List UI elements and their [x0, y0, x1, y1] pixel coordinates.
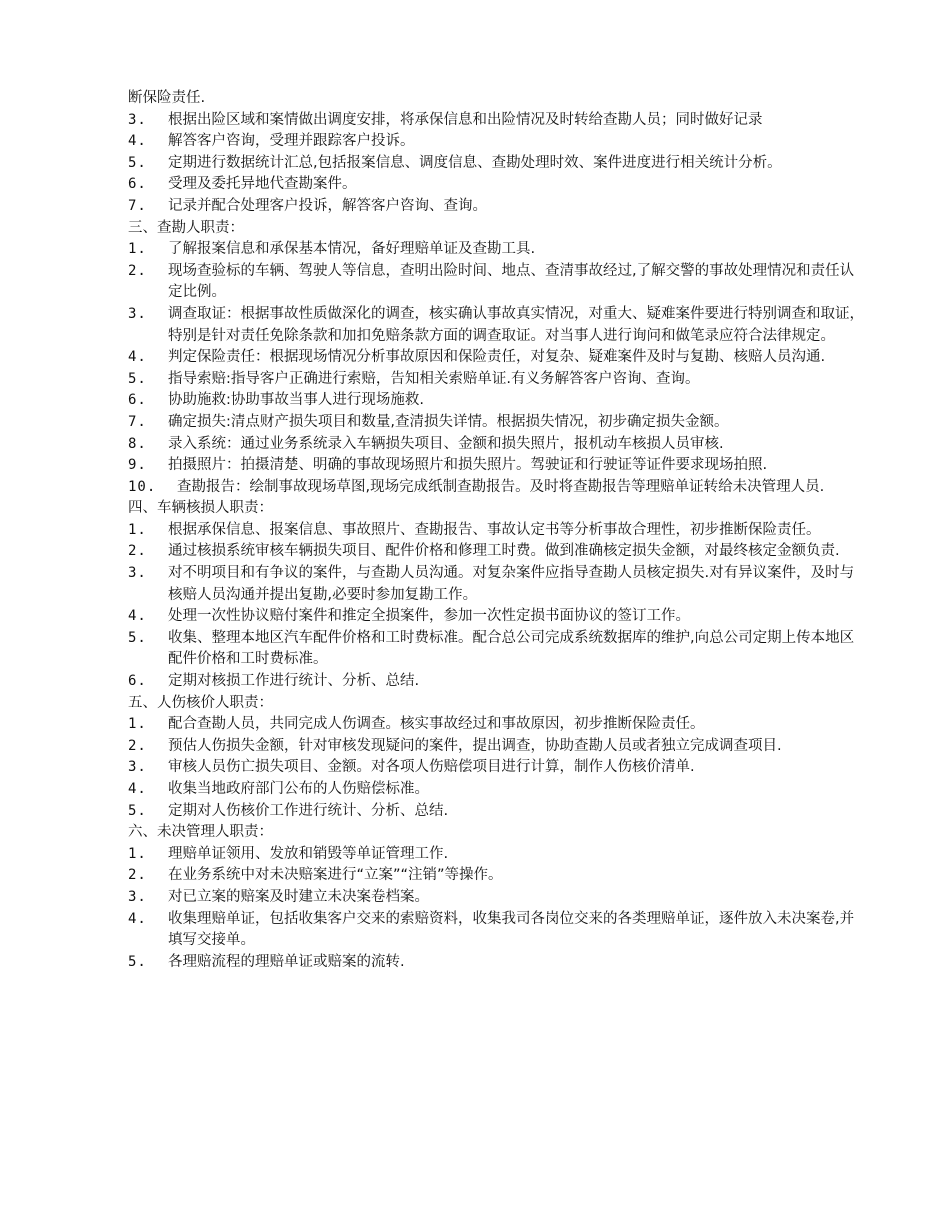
list-item-number: 3. — [128, 305, 147, 322]
list-item-number: 4. — [128, 608, 147, 625]
list-item-number: 3. — [128, 888, 147, 905]
list-item — [128, 844, 868, 866]
list-item-text: 处理一次性协议赔付案件和推定全损案件，参加一次性定损书面协议的签订工作。 — [168, 608, 690, 625]
list-item-text: 对不明项目和有争议的案件，与查勘人员沟通。对复杂案件应指导查勘人员核定损失.对有异议案件，及时与核赔人员沟通并提出复勘,必要时参加复勘工作。 — [168, 565, 855, 603]
list-item-number: 5. — [128, 370, 147, 387]
list-item — [128, 434, 868, 456]
list-item-text: 拍摄照片：拍摄清楚、明确的事故现场照片和损失照片。驾驶证和行驶证等证件要求现场拍照. — [168, 457, 768, 474]
list-item — [128, 347, 868, 369]
list-item-text: 在业务系统中对未决赔案进行“立案”“注销”等操作。 — [168, 867, 503, 884]
list-item-text: 配合查勘人员，共同完成人伤调查。核实事故经过和事故原因，初步推断保险责任。 — [168, 716, 705, 733]
list-item-number: 2. — [128, 737, 147, 754]
list-item-number: 4. — [128, 781, 147, 797]
list-item-text: 查勘报告：绘制事故现场草图,现场完成纸制查勘报告。及时将查勘报告等理赔单证转给未决管理人员. — [177, 478, 825, 495]
list-item-number: 3. — [128, 565, 147, 582]
document-body — [128, 88, 868, 973]
list-item-text: 对已立案的赔案及时建立未决案卷档案。 — [168, 888, 429, 905]
list-item-text: 收集当地政府部门公布的人伤赔偿标准。 — [168, 781, 429, 797]
list-item — [128, 304, 868, 347]
list-item-number: 2. — [128, 543, 147, 560]
list-item-text: 理赔单证领用、发放和销毁等单证管理工作. — [168, 845, 449, 862]
list-item — [128, 801, 868, 823]
list-item-number: 1. — [128, 241, 147, 258]
list-item — [128, 865, 868, 887]
list-item-text: 录入系统：通过业务系统录入车辆损失项目、金额和损失照片，报机动车核损人员审核. — [168, 435, 724, 452]
list-item — [128, 174, 868, 196]
list-item-number: 2. — [128, 867, 147, 884]
list-item-text: 通过核损系统审核车辆损失项目、配件价格和修理工时费。做到准确核定损失金额，对最终核定金额负责. — [168, 543, 840, 560]
list-item-number: 6. — [128, 176, 147, 193]
list-item-text: 受理及委托异地代查勘案件。 — [168, 176, 357, 193]
list-item — [128, 153, 868, 175]
list-item — [128, 390, 868, 412]
list-item — [128, 477, 868, 499]
paragraph-text: 断保险责任. — [128, 90, 206, 106]
list-item — [128, 714, 868, 736]
list-item-text: 定期进行数据统计汇总,包括报案信息、调度信息、查勘处理时效、案件进度进行相关统计分析。 — [168, 154, 782, 171]
list-item-text: 协助施救:协助事故当事人进行现场施救. — [168, 392, 424, 409]
list-item — [128, 628, 868, 671]
list-item-text: 现场查验标的车辆、驾驶人等信息，查明出险时间、地点、查清事故经过,了解交警的事故处理情况和责任认定比例。 — [168, 262, 855, 301]
list-item-number: 7. — [128, 197, 147, 214]
list-item-text: 了解报案信息和承保基本情况，备好理赔单证及查勘工具. — [168, 241, 536, 258]
list-item-number: 8. — [128, 435, 147, 452]
list-item-number: 4. — [128, 910, 147, 927]
list-item-text: 指导索赔:指导客户正确进行索赔，告知相关索赔单证.有义务解答客户咨询、查询。 — [168, 370, 700, 387]
list-item — [128, 736, 868, 758]
list-item — [128, 239, 868, 261]
list-item-text: 根据出险区域和案情做出调度安排，将承保信息和出险情况及时转给查勘人员；同时做好记录 — [168, 111, 763, 128]
list-item — [128, 110, 868, 132]
list-item-text: 定期对人伤核价工作进行统计、分析、总结. — [168, 802, 449, 819]
list-item-text: 各理赔流程的理赔单证或赔案的流转. — [168, 953, 405, 970]
list-item-number: 5. — [128, 953, 147, 970]
list-item — [128, 412, 868, 434]
list-item-text: 审核人员伤亡损失项目、金额。对各项人伤赔偿项目进行计算，制作人伤核价清单. — [168, 759, 695, 776]
list-item-number: 5. — [128, 802, 147, 819]
list-item-text: 收集、整理本地区汽车配件价格和工时费标准。配合总公司完成系统数据库的维护,向总公司定期上传本地区配件价格和工时费标准。 — [168, 629, 855, 668]
list-item — [128, 757, 868, 779]
list-item-number: 1. — [128, 716, 147, 733]
section-heading: 四、车辆核损人职责： — [128, 500, 273, 517]
list-item — [128, 261, 868, 304]
list-item-text: 记录并配合处理客户投诉，解答客户咨询、查询。 — [168, 197, 487, 214]
list-item-number: 3. — [128, 759, 147, 776]
list-item-number: 1. — [128, 845, 147, 862]
list-item-text: 定期对核损工作进行统计、分析、总结. — [168, 673, 420, 690]
section-heading: 六、未决管理人职责： — [128, 824, 273, 841]
list-item — [128, 671, 868, 693]
list-item-number: 4. — [128, 349, 147, 366]
list-item-number: 2. — [128, 262, 147, 279]
list-item — [128, 563, 868, 606]
list-item-number: 5. — [128, 629, 147, 646]
list-item-text: 根据承保信息、报案信息、事故照片、查勘报告、事故认定书等分析事故合理性，初步推断保险责任。 — [168, 521, 821, 538]
list-item — [128, 369, 868, 391]
list-item — [128, 952, 868, 974]
list-item — [128, 455, 868, 477]
list-item-text: 收集理赔单证，包括收集客户交来的索赔资料，收集我司各岗位交来的各类理赔单证，逐件放入未决案卷,并填写交接单。 — [168, 910, 855, 949]
list-item-text: 预估人伤损失金额，针对审核发现疑问的案件，提出调查，协助查勘人员或者独立完成调查项目. — [168, 737, 782, 754]
list-item-number: 9. — [128, 457, 147, 474]
list-item-number: 4. — [128, 133, 147, 150]
list-item-number: 3. — [128, 111, 147, 128]
list-item-text: 确定损失:清点财产损失项目和数量,查清损失详情。根据损失情况，初步确定损失金额。 — [168, 413, 729, 430]
list-item-number: 6. — [128, 673, 147, 690]
list-item-text: 调查取证：根据事故性质做深化的调查，核实确认事故真实情况，对重大、疑难案件要进行特别调查和取证，特别是针对责任免除条款和加扣免赔条款方面的调查取证。对当事人进行询问和做笔录应符合法律规定。 — [168, 305, 864, 344]
list-item — [128, 131, 868, 153]
list-item — [128, 541, 868, 563]
list-item-number: 1. — [128, 521, 147, 538]
list-item-number: 6. — [128, 392, 147, 409]
section-heading: 五、人伤核价人职责： — [128, 694, 273, 711]
list-item — [128, 779, 868, 801]
list-item — [128, 909, 868, 952]
list-item — [128, 196, 868, 218]
list-item — [128, 520, 868, 542]
list-item-text: 判定保险责任：根据现场情况分析事故原因和保险责任，对复杂、疑难案件及时与复勘、核赔人员沟通. — [168, 349, 826, 366]
list-item — [128, 887, 868, 909]
section-heading: 三、查勘人职责： — [128, 219, 244, 236]
list-item-number: 7. — [128, 413, 147, 430]
list-item-text: 解答客户咨询，受理并跟踪客户投诉。 — [168, 133, 415, 150]
list-item — [128, 606, 868, 628]
list-item-number: 5. — [128, 154, 147, 171]
list-item-number: 10. — [128, 478, 157, 495]
